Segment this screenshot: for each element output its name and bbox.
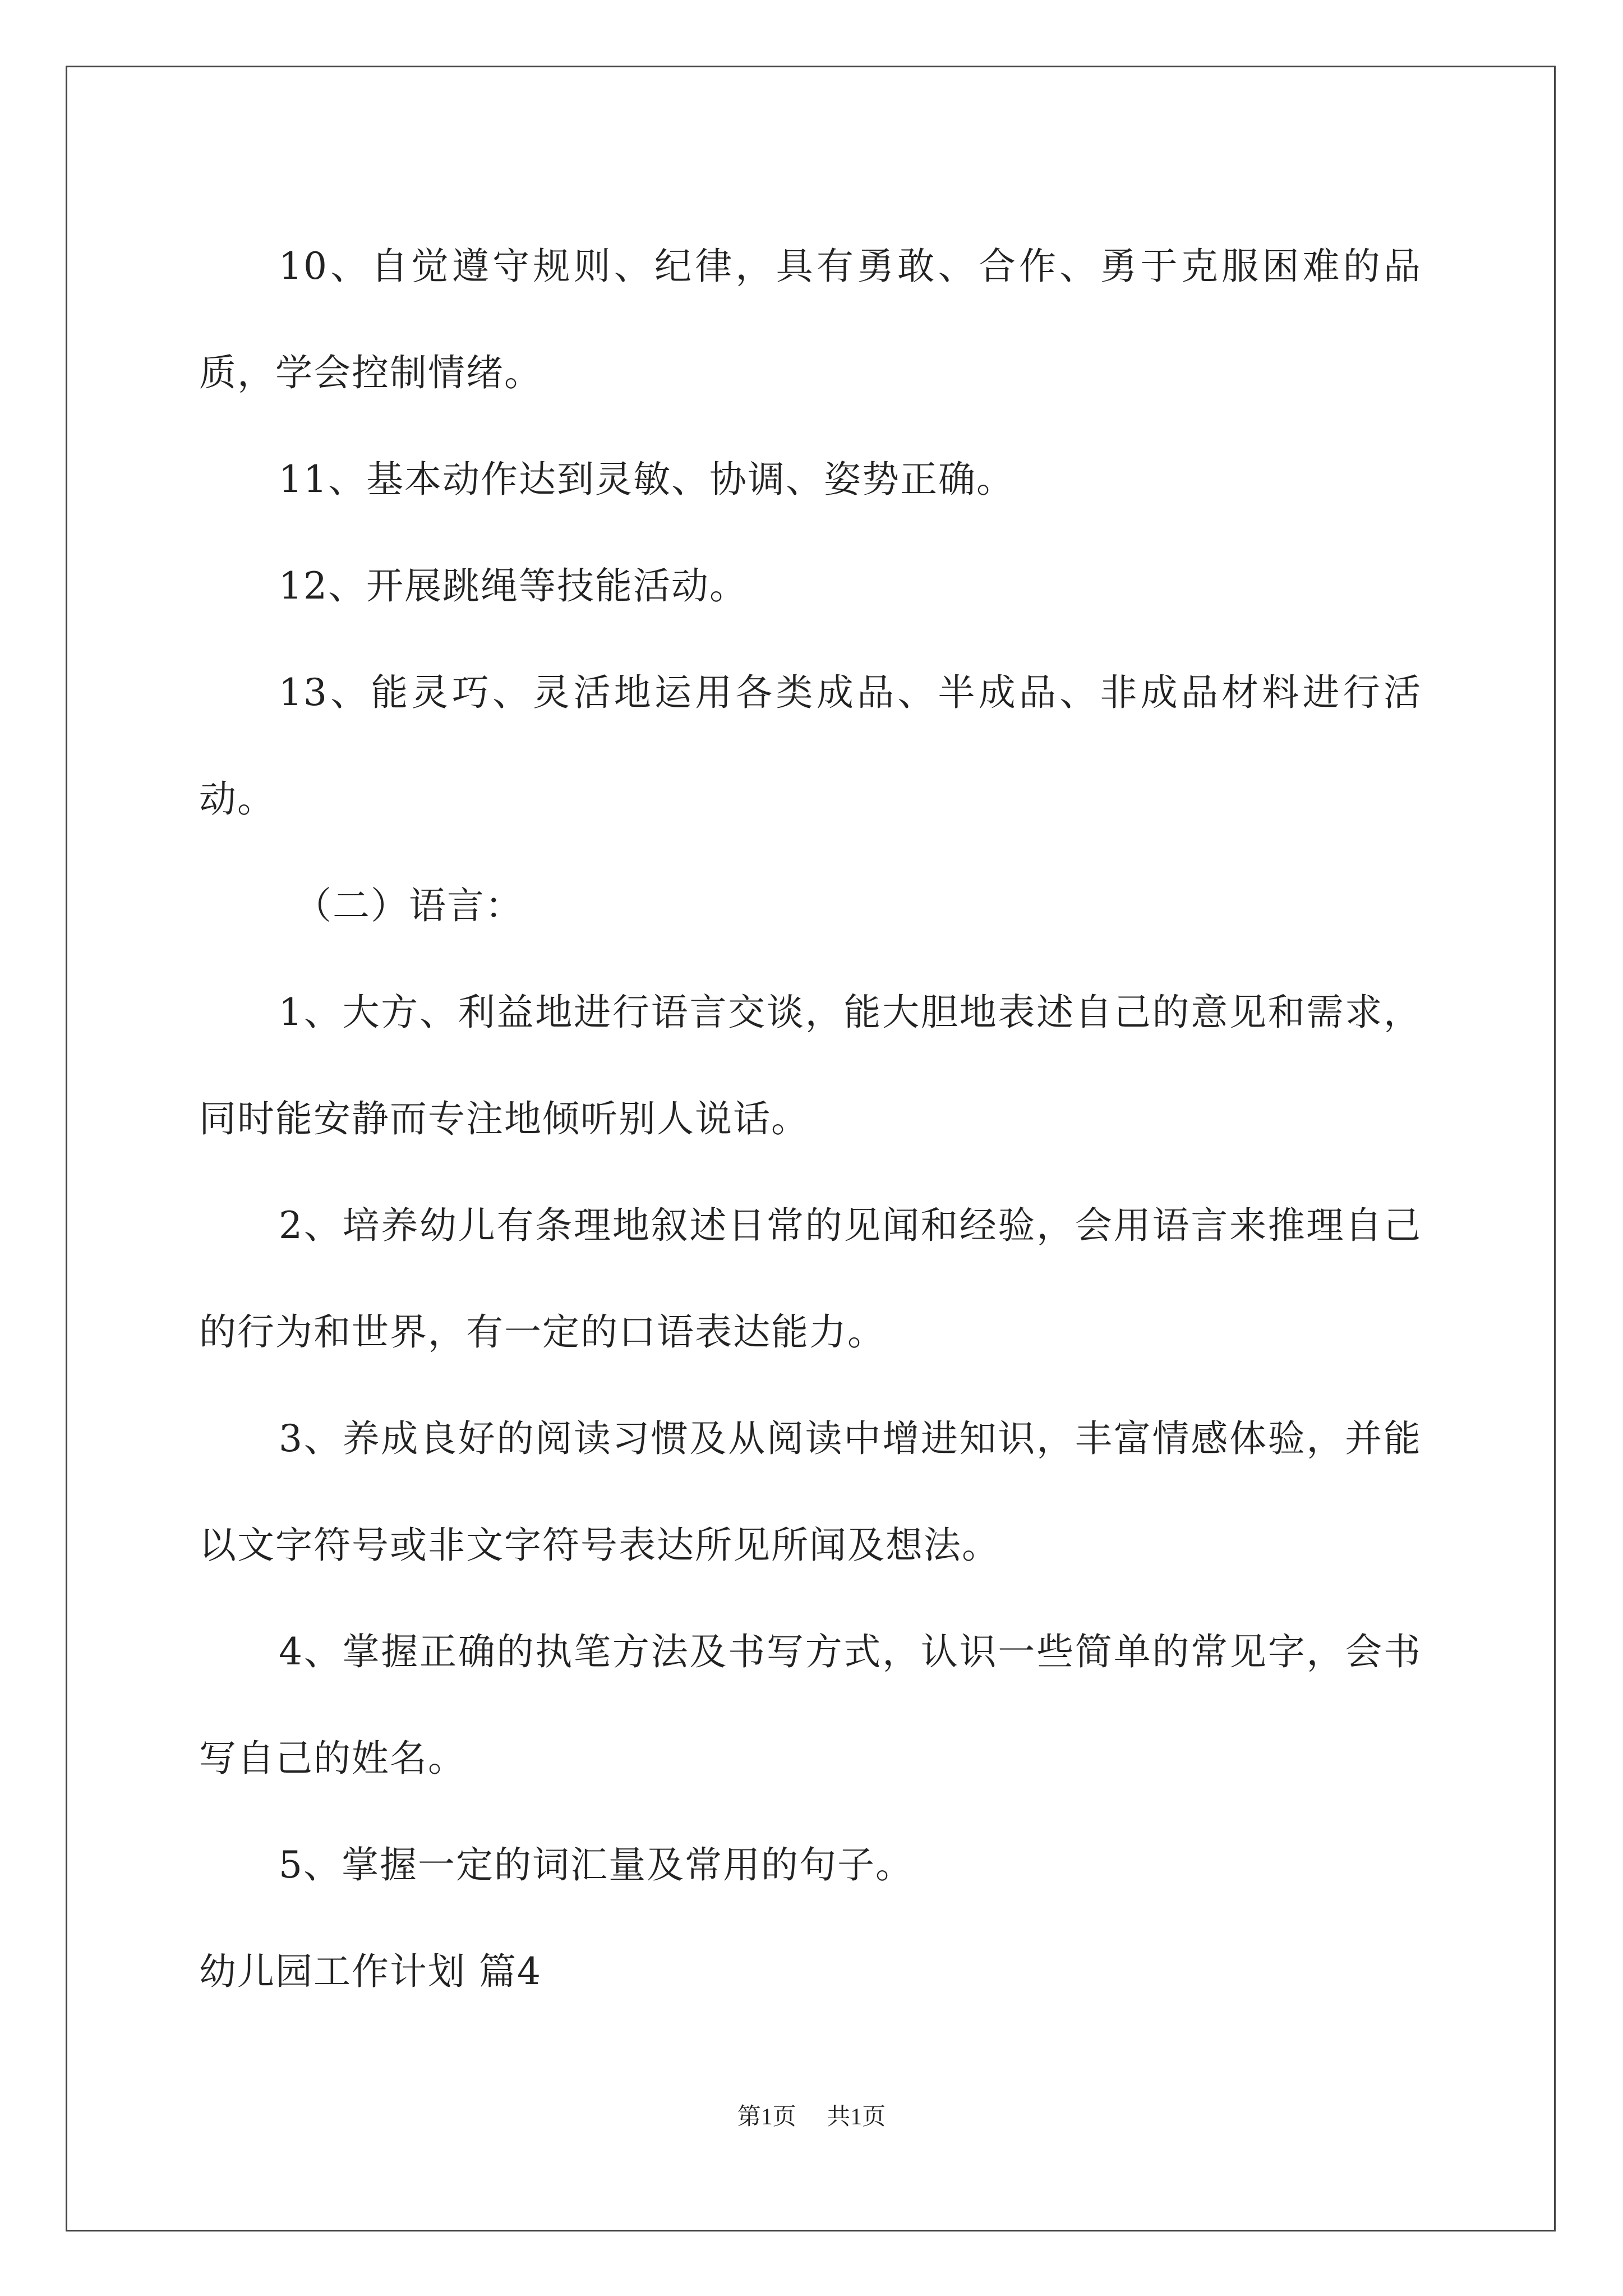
subsection-heading-language: （二）语言：	[294, 884, 523, 927]
page-number: 第1页	[737, 2104, 796, 2130]
paragraph-item-13: 13、能灵巧、灵活地运用各类成品、半成品、非成品材料进行活动。	[199, 671, 1422, 821]
paragraph-language-5: 5、掌握一定的词汇量及常用的句子。	[279, 1843, 914, 1887]
paragraph-item-11: 11、基本动作达到灵敏、协调、姿势正确。	[279, 458, 1015, 501]
page-total: 共1页	[827, 2104, 886, 2130]
paragraph-language-2: 2、培养幼儿有条理地叙述日常的见闻和经验，会用语言来推理自己的行为和世界，有一定的口语表达能力。	[199, 1204, 1422, 1354]
paragraph-item-12: 12、开展跳绳等技能活动。	[279, 564, 748, 608]
paragraph-item-10: 10、自觉遵守规则、纪律，具有勇敢、合作、勇于克服困难的品质，学会控制情绪。	[199, 245, 1422, 394]
section-title: 幼儿园工作计划 篇4	[199, 1950, 542, 1993]
page-footer	[0, 2098, 1623, 2132]
paragraph-language-1: 1、大方、利益地进行语言交谈，能大胆地表述自己的意见和需求，同时能安静而专注地倾听别人说话。	[199, 991, 1422, 1140]
paragraph-language-4: 4、掌握正确的执笔方法及书写方式，认识一些简单的常见字，会书写自己的姓名。	[199, 1630, 1422, 1780]
document-body	[199, 213, 1422, 2025]
paragraph-language-3: 3、养成良好的阅读习惯及从阅读中增进知识，丰富情感体验，并能以文字符号或非文字符号表达所见所闻及想法。	[199, 1417, 1422, 1567]
